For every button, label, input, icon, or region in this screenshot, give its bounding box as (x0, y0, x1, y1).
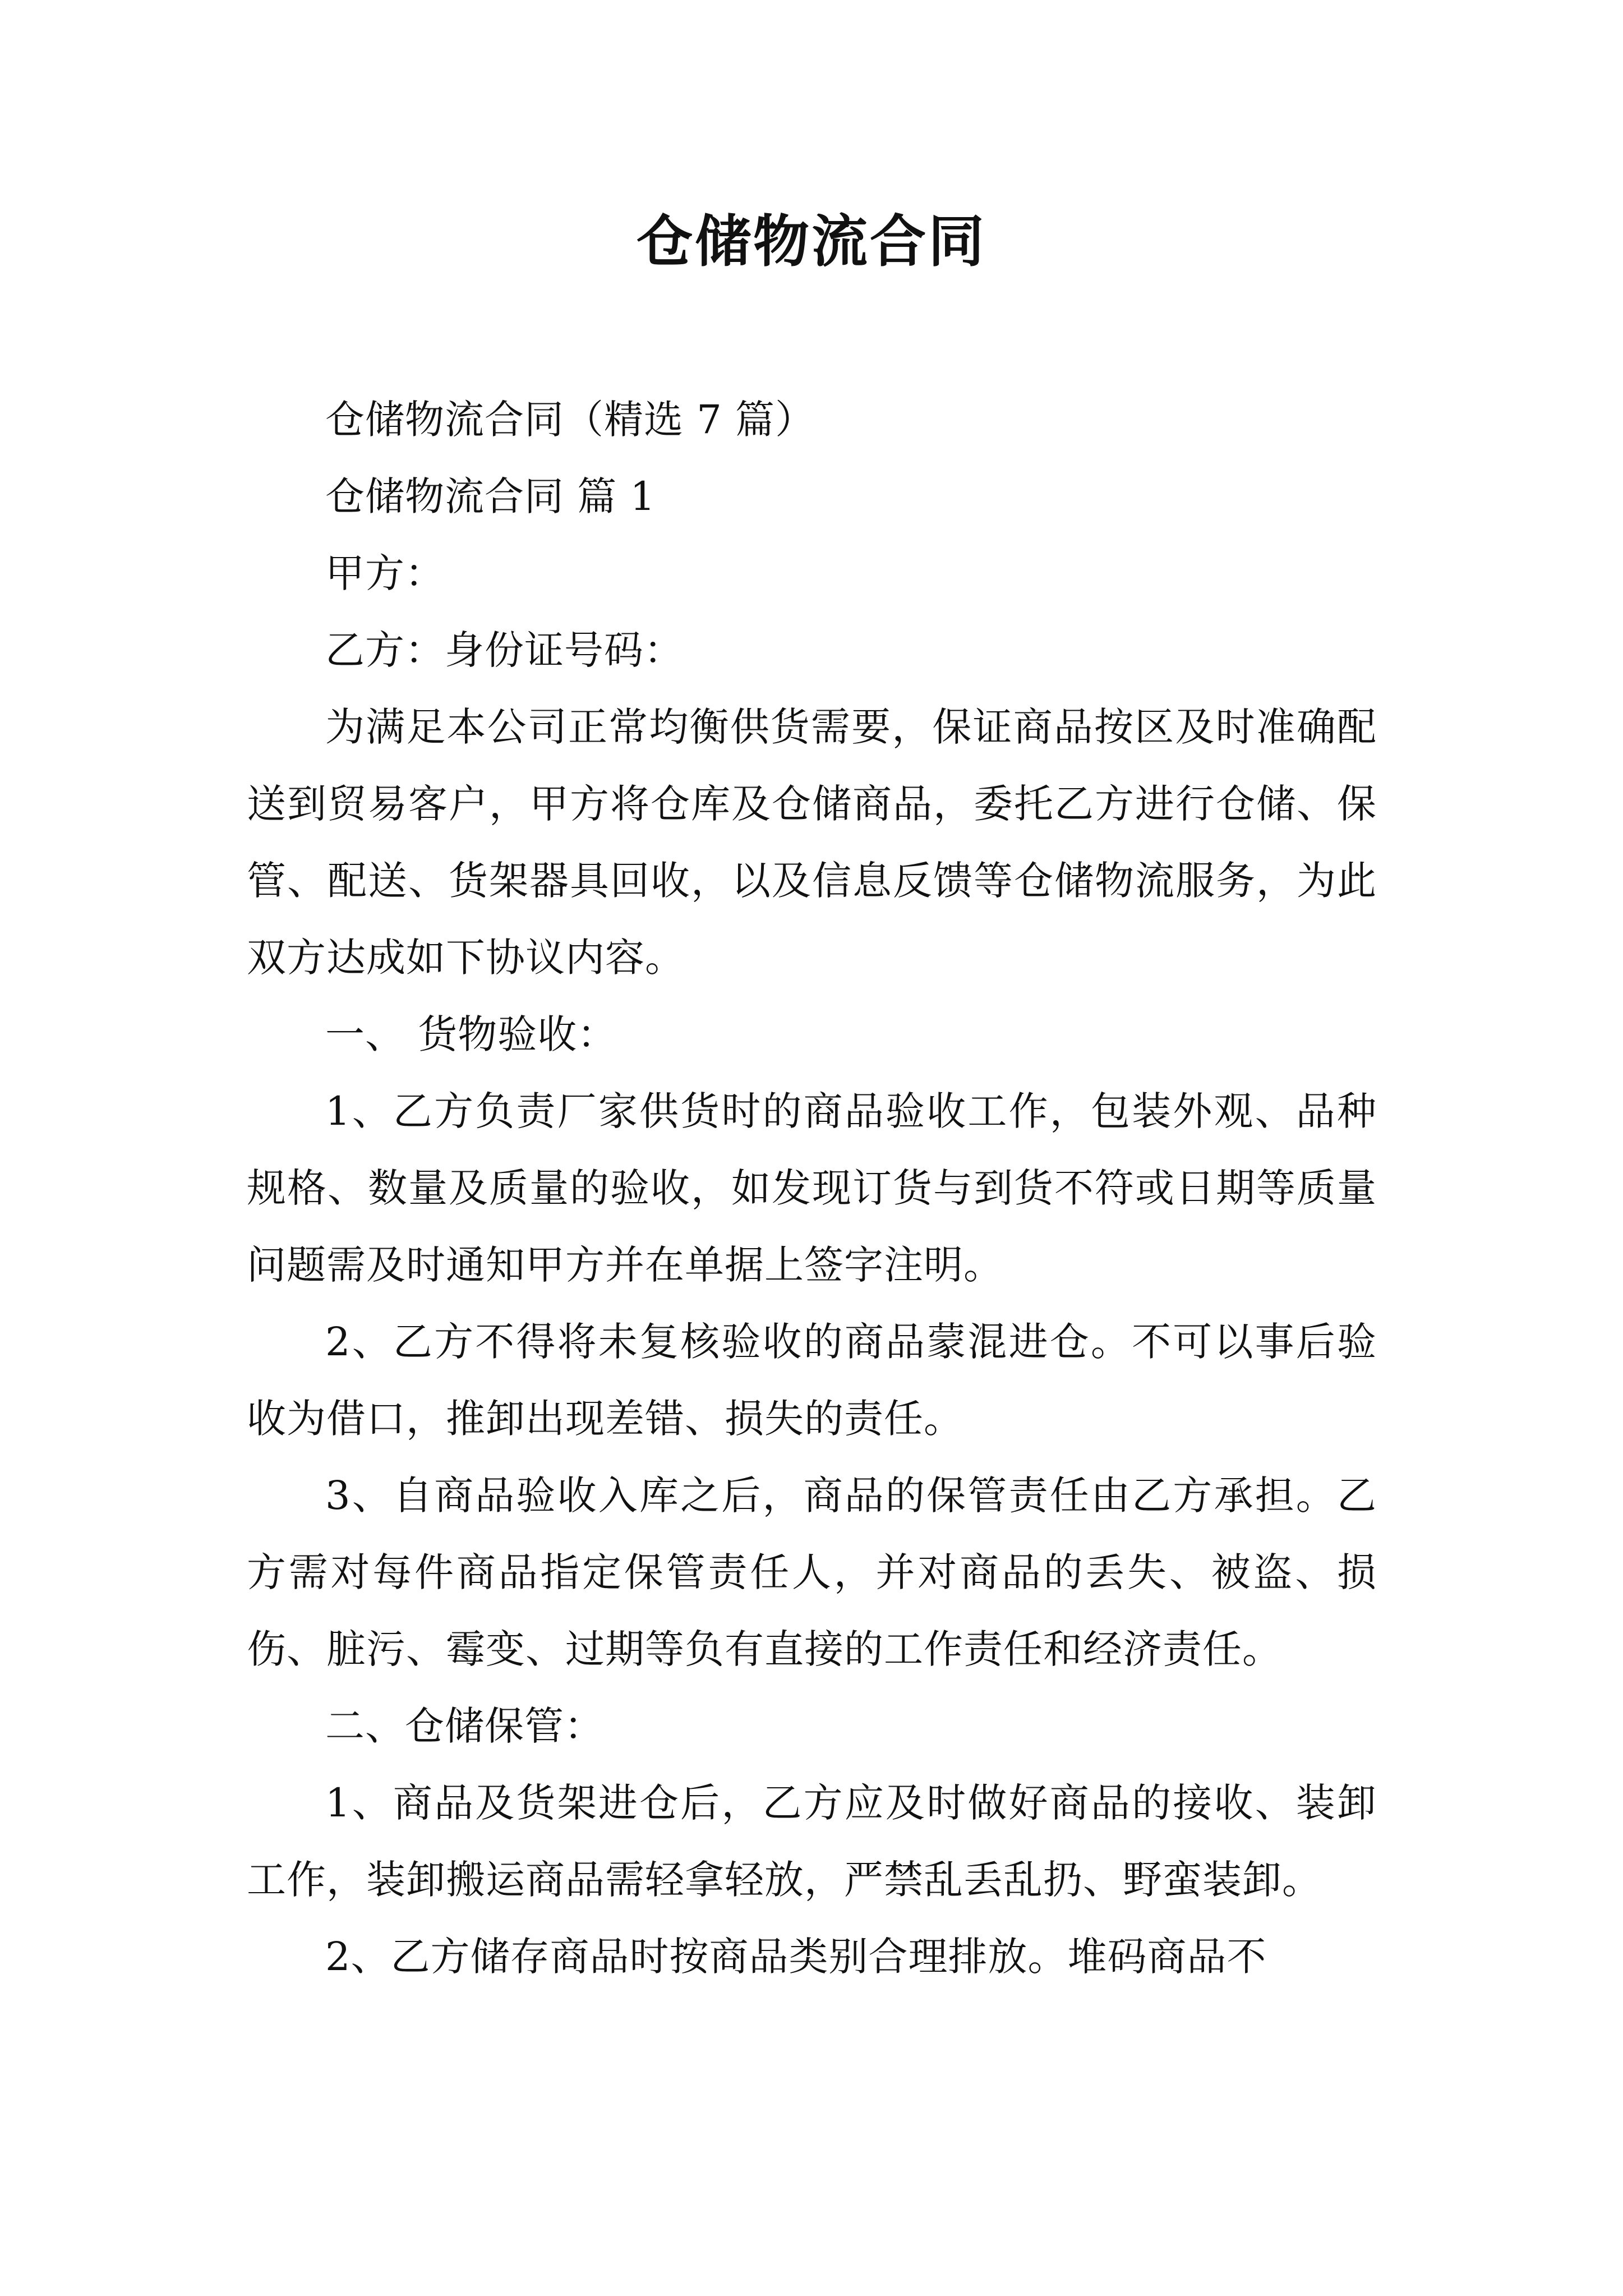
clause-heading: 一、 货物验收： (325, 1011, 617, 1057)
section-heading: 仓储物流合同 篇 1 (325, 473, 656, 519)
clause-paragraph: 2、乙方储存商品时按商品类别合理排放。堆码商品不 (325, 1934, 1267, 1980)
party-b-line: 乙方：身份证号码： (325, 627, 684, 673)
intro-paragraph: 为满足本公司正常均衡供货需要，保证商品按区及时准确配送到贸易客户，甲方将仓库及仓储商品，委托乙方进行仓储、保管、配送、货架器具回收，以及信息反馈等仓储物流服务，为此双方达成如下协议内容。 (247, 704, 1377, 981)
clause-heading: 二、仓储保管： (325, 1703, 604, 1749)
document-title: 仓储物流合同 (637, 208, 986, 274)
clause-paragraph: 1、商品及货架进仓后，乙方应及时做好商品的接收、装卸工作，装卸搬运商品需轻拿轻放，严禁乱丢乱扔、野蛮装卸。 (247, 1780, 1377, 1903)
clause-paragraph: 1、乙方负责厂家供货时的商品验收工作，包装外观、品种规格、数量及质量的验收，如发现订货与到货不符或日期等质量问题需及时通知甲方并在单据上签字注明。 (247, 1088, 1377, 1288)
clause-paragraph: 2、乙方不得将未复核验收的商品蒙混进仓。不可以事后验收为借口，推卸出现差错、损失的责任。 (247, 1319, 1377, 1442)
subtitle-paragraph: 仓储物流合同（精选 7 篇） (325, 397, 815, 443)
clause-paragraph: 3、自商品验收入库之后，商品的保管责任由乙方承担。乙方需对每件商品指定保管责任人，并对商品的丢失、被盗、损伤、脏污、霉变、过期等负有直接的工作责任和经济责任。 (247, 1473, 1377, 1672)
party-a-line: 甲方： (325, 550, 445, 596)
document-body (247, 381, 1377, 1995)
